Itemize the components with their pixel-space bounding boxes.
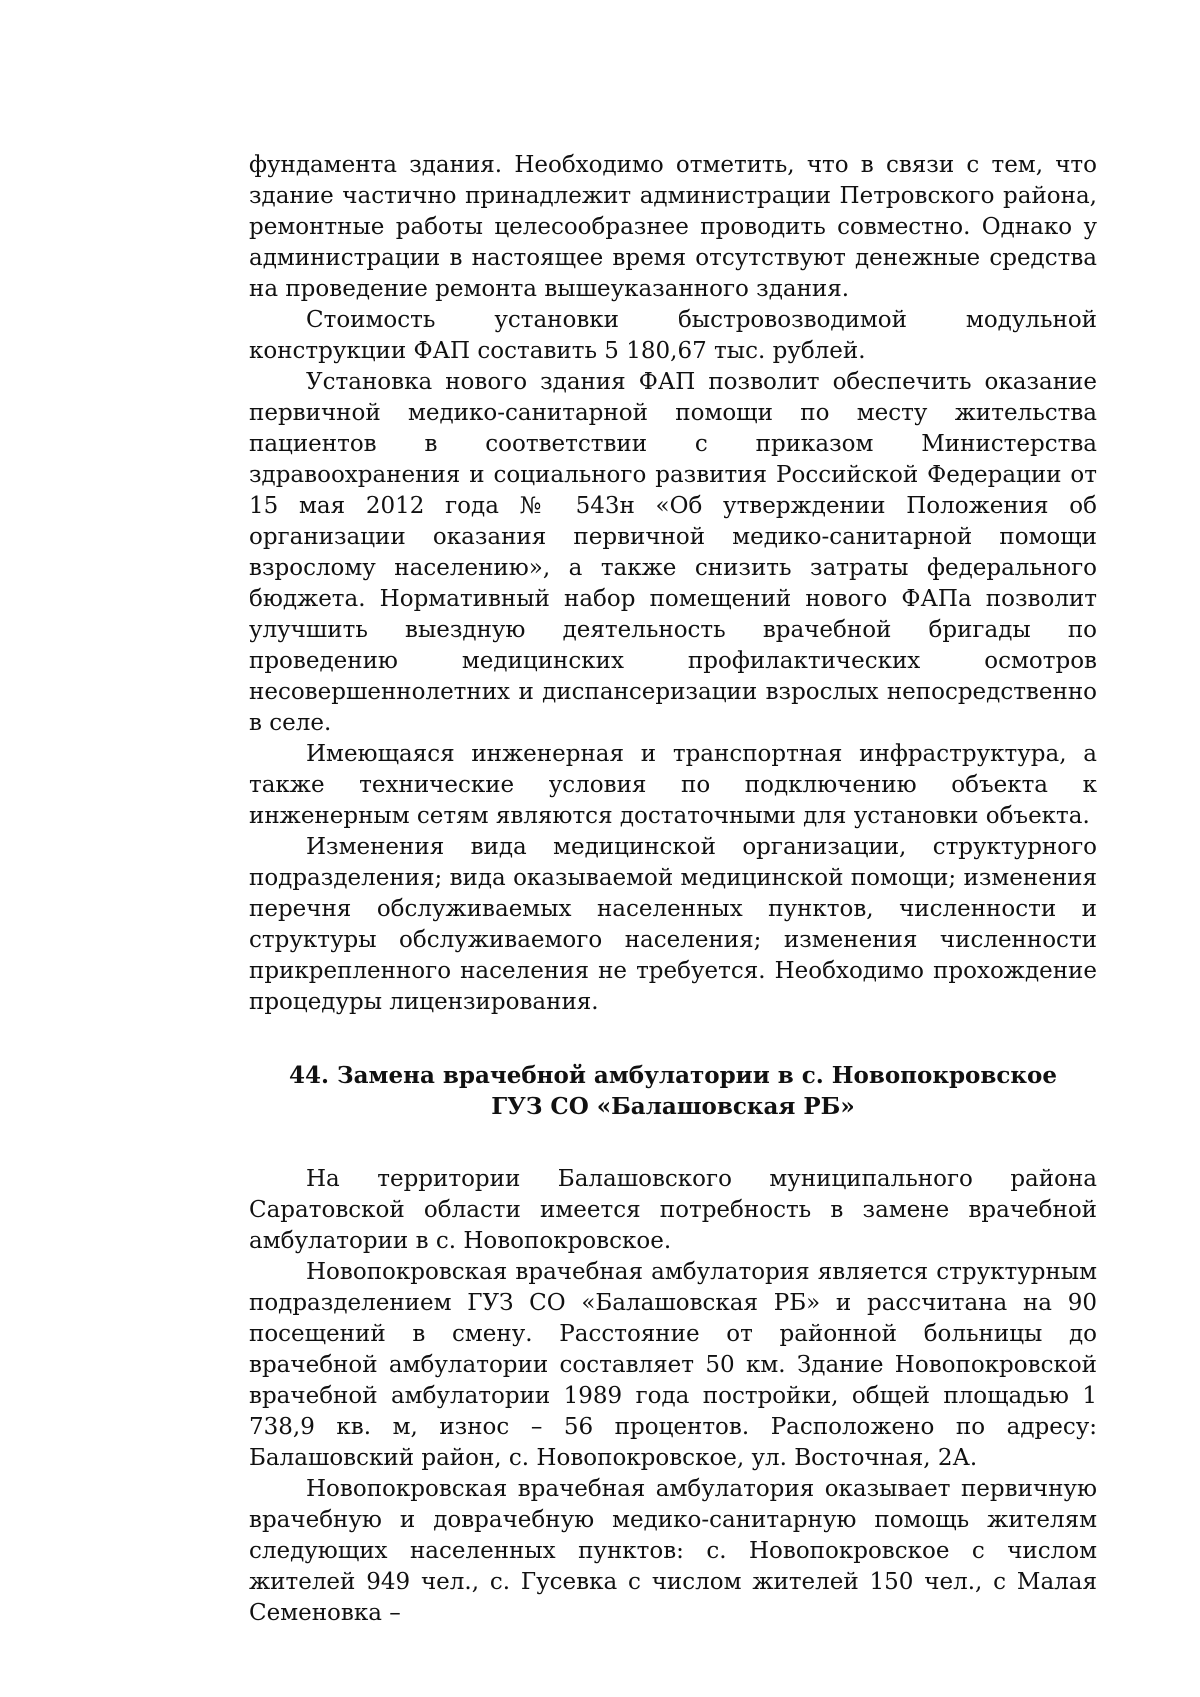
paragraph-structure: Новопокровская врачебная амбулатория является структурным подразделением ГУЗ СО «Балашовская РБ» и рассчитана на 90 посещений в смену. Расстояние от районной больницы до врачебной амбулатории составляет 50 км. Здание Новопокровской врачебной амбулатории 1989 года постройки, общей площадью 1 738,9 кв. м, износ – 56 процентов. Расположено по адресу: Балашовский район, с. Новопокровское, ул. Восточная, 2А. [249,1259,1097,1471]
section-heading [249,1060,1097,1122]
paragraph-foundation: фундамента здания. Необходимо отметить, что в связи с тем, что здание частично принадлежит администрации Петровского района, ремонтные работы целесообразнее проводить совместно. Однако у администрации в настоящее время отсутствуют денежные средства на проведение ремонта вышеуказанного здания. [249,152,1097,302]
paragraph-need: На территории Балашовского муниципального района Саратовской области имеется потребность в замене врачебной амбулатории в с. Новопокровское. [249,1166,1097,1254]
section-heading-line-2: ГУЗ СО «Балашовская РБ» [491,1093,855,1120]
document-body [249,150,1097,1629]
section-heading-line-1: 44. Замена врачебной амбулатории в с. Новопокровское [289,1062,1057,1089]
paragraph-cost: Стоимость установки быстровозводимой модульной конструкции ФАП составить 5 180,67 тыс. рублей. [249,307,1097,364]
paragraph-services: Новопокровская врачебная амбулатория оказывает первичную врачебную и доврачебную медико-санитарную помощь жителям следующих населенных пунктов: с. Новопокровское с числом жителей 949 чел., с. Гусевка с числом жителей 150 чел., с Малая Семеновка – [249,1476,1097,1626]
paragraph-infrastructure: Имеющаяся инженерная и транспортная инфраструктура, а также технические условия по подключению объекта к инженерным сетям являются достаточными для установки объекта. [249,741,1097,829]
paragraph-changes: Изменения вида медицинской организации, структурного подразделения; вида оказываемой медицинской помощи; изменения перечня обслуживаемых населенных пунктов, численности и структуры обслуживаемого населения; изменения численности прикрепленного населения не требуется. Необходимо прохождение процедуры лицензирования. [249,834,1097,1015]
paragraph-new-building: Установка нового здания ФАП позволит обеспечить оказание первичной медико-санитарной помощи по месту жительства пациентов в соответствии с приказом Министерства здравоохранения и социального развития Российской Федерации от 15 мая 2012 года № 543н «Об утверждении Положения об организации оказания первичной медико-санитарной помощи взрослому населению», а также снизить затраты федерального бюджета. Нормативный набор помещений нового ФАПа позволит улучшить выездную деятельность врачебной бригады по проведению медицинских профилактических осмотров несовершеннолетних и диспансеризации взрослых непосредственно в селе. [249,369,1097,736]
